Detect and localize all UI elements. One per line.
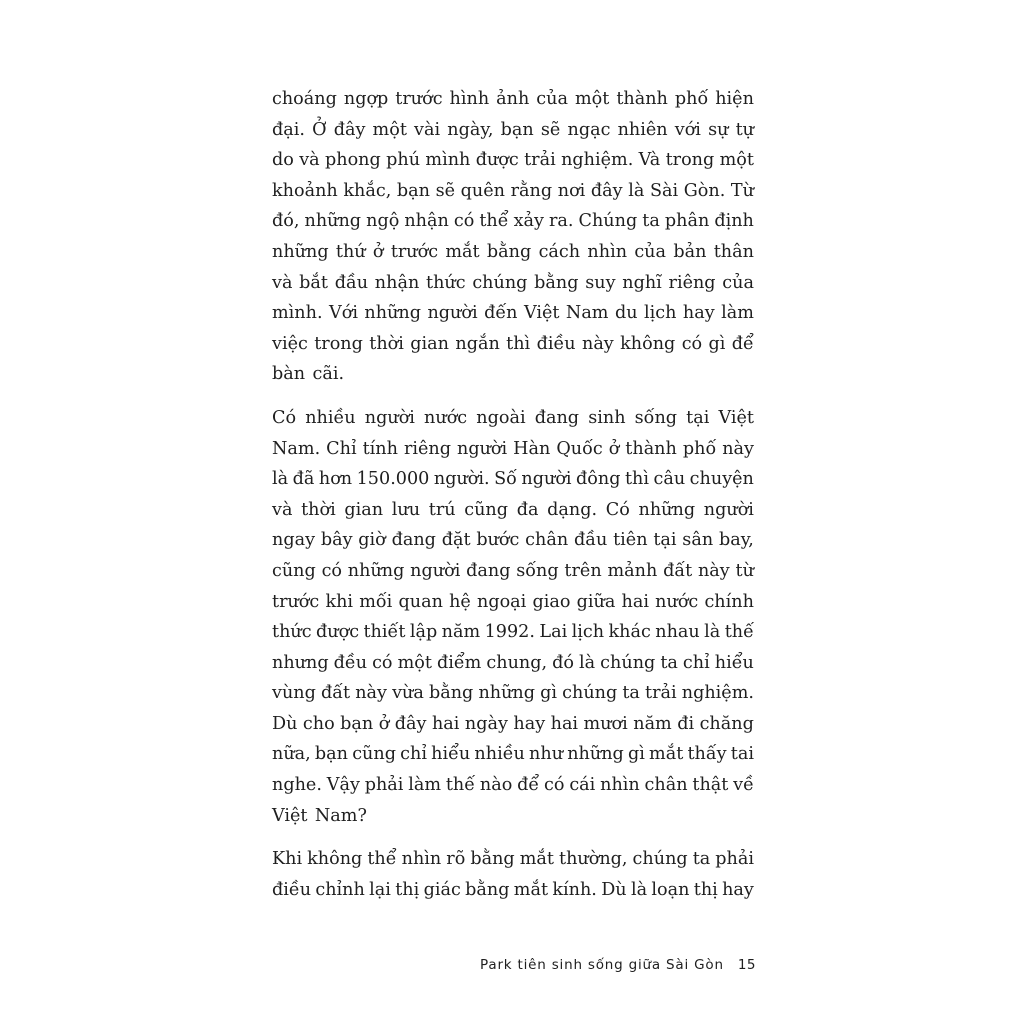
paragraph-gap bbox=[272, 390, 754, 403]
text-line: choáng ngợp trước hình ảnh của một thành phố hiện bbox=[272, 89, 754, 109]
text-line: đó, những ngộ nhận có thể xảy ra. Chúng ta phân định bbox=[272, 211, 754, 232]
text-line: cũng có những người đang sống trên mảnh đất này từ bbox=[272, 560, 754, 581]
text-line: vùng đất này vừa bằng những gì chúng ta trải nghiệm. bbox=[272, 683, 754, 704]
text-line: Việt Nam? bbox=[272, 805, 367, 826]
text-line: Dù cho bạn ở đây hai ngày hay hai mươi năm đi chăng bbox=[272, 713, 754, 734]
text-line: ngay bây giờ đang đặt bước chân đầu tiên tại sân bay, bbox=[272, 530, 754, 551]
text-line: nữa, bạn cũng chỉ hiểu nhiều như những gì mắt thấy tai bbox=[272, 744, 754, 765]
body-text bbox=[272, 84, 754, 905]
text-line: điều chỉnh lại thị giác bằng mắt kính. Dù là loạn thị hay bbox=[272, 879, 754, 900]
text-line: do và phong phú mình được trải nghiệm. Và trong một bbox=[272, 150, 754, 171]
paragraph bbox=[272, 84, 754, 390]
text-line: Nam. Chỉ tính riêng người Hàn Quốc ở thành phố này bbox=[272, 438, 754, 459]
running-title: Park tiên sinh sống giữa Sài Gòn bbox=[480, 957, 724, 973]
text-line: thức được thiết lập năm 1992. Lai lịch khác nhau là thế bbox=[272, 622, 754, 643]
text-line: việc trong thời gian ngắn thì điều này không có gì để bbox=[272, 333, 754, 354]
text-line: Khi không thể nhìn rõ bằng mắt thường, chúng ta phải bbox=[272, 849, 754, 870]
text-line: mình. Với những người đến Việt Nam du lịch hay làm bbox=[272, 303, 754, 324]
text-line: khoảnh khắc, bạn sẽ quên rằng nơi đây là Sài Gòn. Từ bbox=[272, 180, 754, 201]
paragraph bbox=[272, 403, 754, 831]
text-line: nghe. Vậy phải làm thế nào để có cái nhìn chân thật về bbox=[272, 775, 754, 796]
text-line: và thời gian lưu trú cũng đa dạng. Có những người bbox=[272, 499, 754, 520]
text-line: và bắt đầu nhận thức chúng bằng suy nghĩ riêng của bbox=[272, 272, 754, 293]
page-number: 15 bbox=[737, 957, 756, 973]
text-line: nhưng đều có một điểm chung, đó là chúng ta chỉ hiểu bbox=[272, 652, 754, 673]
text-line: trước khi mối quan hệ ngoại giao giữa hai nước chính bbox=[272, 591, 754, 612]
text-line: bàn cãi. bbox=[272, 364, 345, 385]
text-line: là đã hơn 150.000 người. Số người đông thì câu chuyện bbox=[272, 469, 754, 490]
paragraph-gap bbox=[272, 831, 754, 844]
text-line: những thứ ở trước mắt bằng cách nhìn của bản thân bbox=[272, 241, 754, 262]
text-line: đại. Ở đây một vài ngày, bạn sẽ ngạc nhiên với sự tự bbox=[272, 119, 754, 140]
page-footer bbox=[480, 952, 756, 978]
paragraph bbox=[272, 844, 754, 905]
text-line: Có nhiều người nước ngoài đang sinh sống tại Việt bbox=[272, 407, 754, 428]
